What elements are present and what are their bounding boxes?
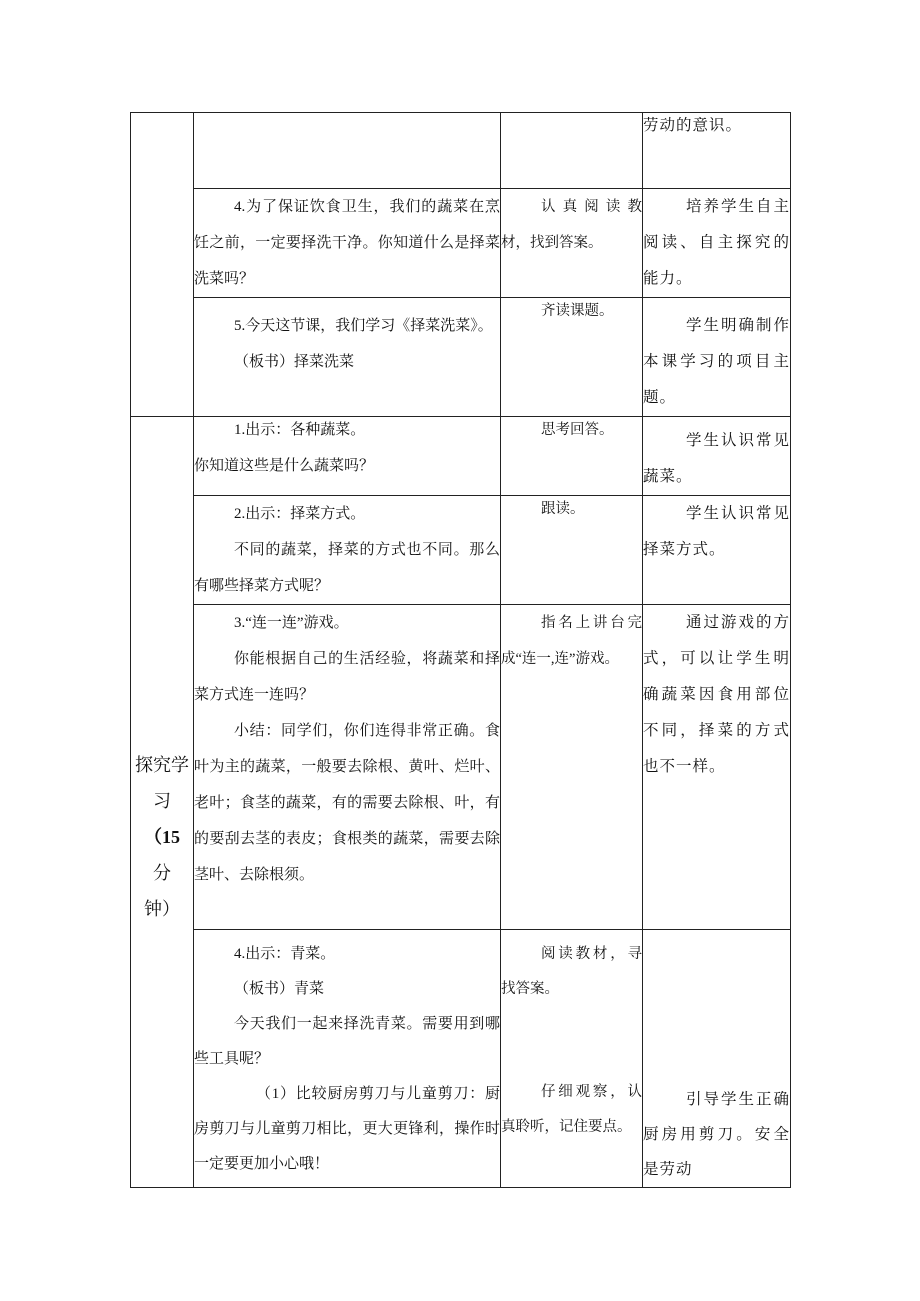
stage-label-line: （15 [144,827,180,847]
design-intent-text: 引导学生正确厨房用剪刀。安全是劳动 [643,1091,790,1178]
teacher-activity-text: 4.出示：青菜。 [234,946,336,962]
teacher-activity-cell [194,930,501,1188]
lesson-plan-table [130,112,791,1188]
teacher-activity-cell [194,417,501,496]
summary-text: 小结：同学们，你们连得非常正确。食叶为主的蔬菜，一般要去除根、黄叶、烂叶、老叶；食茎的蔬菜，有的需要去除根、叶，有的要刮去茎的表皮；食根类的蔬菜，需要去除茎叶、去除根须。 [194,723,500,883]
student-activity-text: 齐读课题。 [541,303,614,319]
teacher-activity-text: 今天我们一起来择洗青菜。需要用到哪些工具呢？ [194,1016,500,1067]
design-intent-cell [643,417,791,496]
table-row [131,113,791,189]
teacher-activity-text: 2.出示：择菜方式。 [234,506,366,522]
design-intent-text: 学生认识常见蔬菜。 [643,432,790,485]
teacher-activity-cell [194,605,501,930]
student-activity-text: 指名上讲台完成“连一,连”游戏。 [501,615,642,667]
stage-cell-explore [131,417,194,1188]
teacher-activity-cell [194,496,501,605]
stage-cell-empty [131,113,194,417]
design-intent-cell [643,298,791,417]
board-writing-text: （板书）青菜 [234,981,325,997]
sub-point-text: （1）比较厨房剪刀与儿童剪刀：厨房剪刀与儿童剪刀相比，更大更锋利，操作时一定要更加小心哦！ [194,1086,500,1172]
student-activity-cell [501,113,643,189]
stage-label-line: 探究学 [135,755,189,775]
design-intent-cell [643,189,791,298]
student-activity-text: 思考回答。 [541,422,614,438]
table-row [131,605,791,930]
teacher-activity-text: 5.今天这节课，我们学习《择菜洗菜》。 [234,318,493,334]
student-activity-cell [501,417,643,496]
teacher-activity-text: 3.“连一连”游戏。 [234,615,349,631]
stage-label-line: 习 [153,791,171,811]
student-activity-cell [501,496,643,605]
student-activity-text: 认真阅读教材，找到答案。 [501,199,642,251]
stage-label-line: 钟） [144,899,180,919]
table-row [131,417,791,496]
teacher-activity-cell [194,113,501,189]
design-intent-text: 通过游戏的方式，可以让学生明确蔬菜因食用部位不同，择菜的方式也不一样。 [643,614,790,775]
student-activity-cell [501,930,643,1188]
student-activity-cell [501,189,643,298]
teacher-activity-text: 你知道这些是什么蔬菜吗？ [194,458,375,474]
teacher-activity-text: 你能根据自己的生活经验，将蔬菜和择菜方式连一连吗？ [194,651,500,703]
design-intent-text: 学生明确制作本课学习的项目主题。 [643,317,790,406]
table-row [131,298,791,417]
student-activity-cell [501,605,643,930]
stage-label-line: 分 [153,863,171,883]
design-intent-cell [643,496,791,605]
teacher-activity-text: 不同的蔬菜，择菜的方式也不同。那么有哪些择菜方式呢？ [194,542,500,594]
table-row [131,930,791,1188]
design-intent-text: 培养学生自主阅读、自主探究的能力。 [643,198,790,287]
design-intent-cell [643,605,791,930]
student-activity-cell [501,298,643,417]
board-writing-text: （板书）择菜洗菜 [234,354,355,370]
teacher-activity-text: 1.出示：各种蔬菜。 [234,422,366,438]
design-intent-text: 学生认识常见择菜方式。 [643,505,790,558]
teacher-activity-text: 4.为了保证饮食卫生，我们的蔬菜在烹饪之前，一定要择洗干净。你知道什么是择菜洗菜吗？ [194,199,500,287]
student-activity-text: 仔细观察，认真聆听，记住要点。 [501,1084,642,1135]
teacher-activity-cell [194,189,501,298]
design-intent-text: 劳动的意识。 [643,117,743,134]
teacher-activity-cell [194,298,501,417]
student-activity-text: 跟读。 [541,501,585,517]
design-intent-cell [643,113,791,189]
design-intent-cell [643,930,791,1188]
table-row [131,496,791,605]
table-row [131,189,791,298]
student-activity-text: 阅读教材，寻找答案。 [501,946,642,997]
